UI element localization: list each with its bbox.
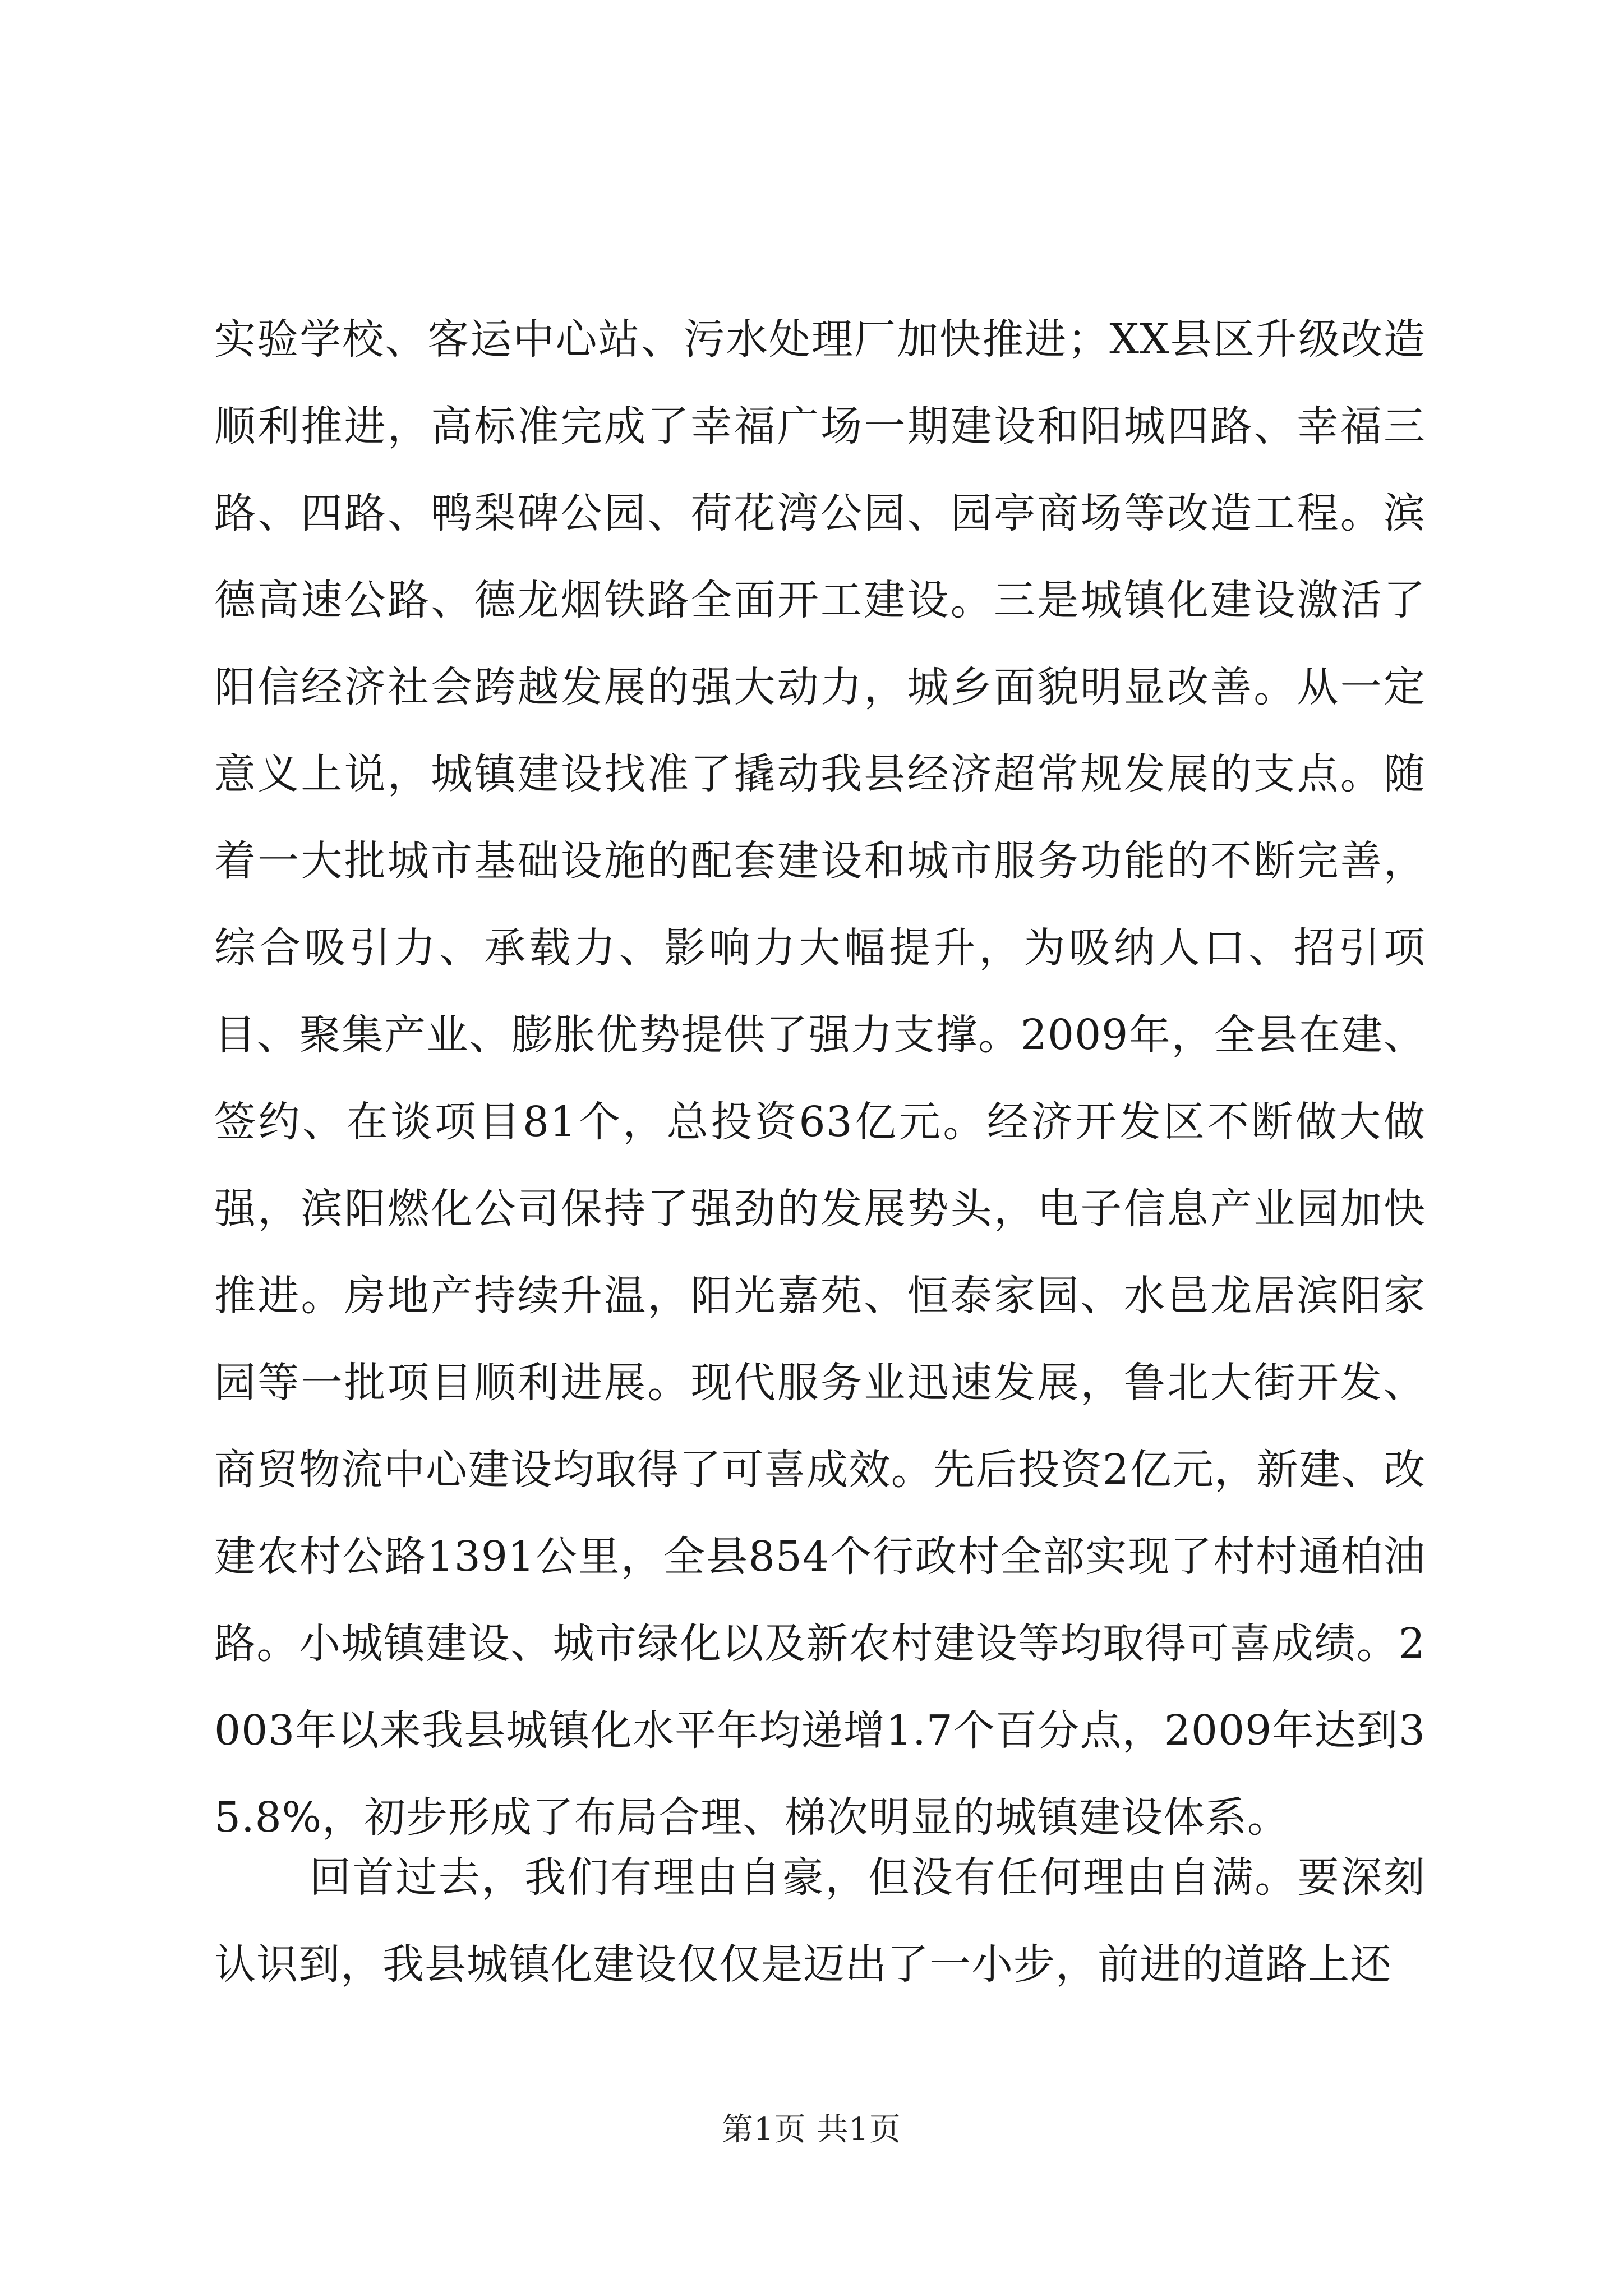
page-footer: 第1页 共1页 xyxy=(721,2111,902,2148)
body-paragraph-1: 实验学校、客运中心站、污水处理厂加快推进；XX县区升级改造顺利推进，高标准完成了幸福广场一期建设和阳城四路、幸福三路、四路、鸭梨碑公园、荷花湾公园、园亭商场等改造工程。滨德高速公路、德龙烟铁路全面开工建设。三是城镇化建设激活了阳信经济社会跨越发展的强大动力，城乡面貌明显改善。从一定意义上说，城镇建设找准了撬动我县经济超常规发展的支点。随着一大批城市基础设施的配套建设和城市服务功能的不断完善，综合吸引力、承载力、影响力大幅提升，为吸纳人口、招引项目、聚集产业、膨胀优势提供了强力支撑。2009年，全县在建、签约、在谈项目81个，总投资63亿元。经济开发区不断做大做强，滨阳燃化公司保持了强劲的发展势头，电子信息产业园加快推进。房地产持续升温，阳光嘉苑、恒泰家园、水邑龙居滨阳家园等一批项目顺利进展。现代服务业迅速发展，鲁北大街开发、商贸物流中心建设均取得了可喜成效。先后投资2亿元，新建、改建农村公路1391公里，全县854个行政村全部实现了村村通柏油路。小城镇建设、城市绿化以及新农村建设等均取得可喜成绩。2003年以来我县城镇化水平年均递增1.7个百分点，2009年达到35.8%，初步形成了布局合理、梯次明显的城镇建设体系。 xyxy=(214,315,1426,1842)
body-paragraph-2: 回首过去，我们有理由自豪，但没有任何理由自满。要深刻认识到，我县城镇化建设仅仅是迈出了一小步，前进的道路上还 xyxy=(214,1853,1426,1989)
